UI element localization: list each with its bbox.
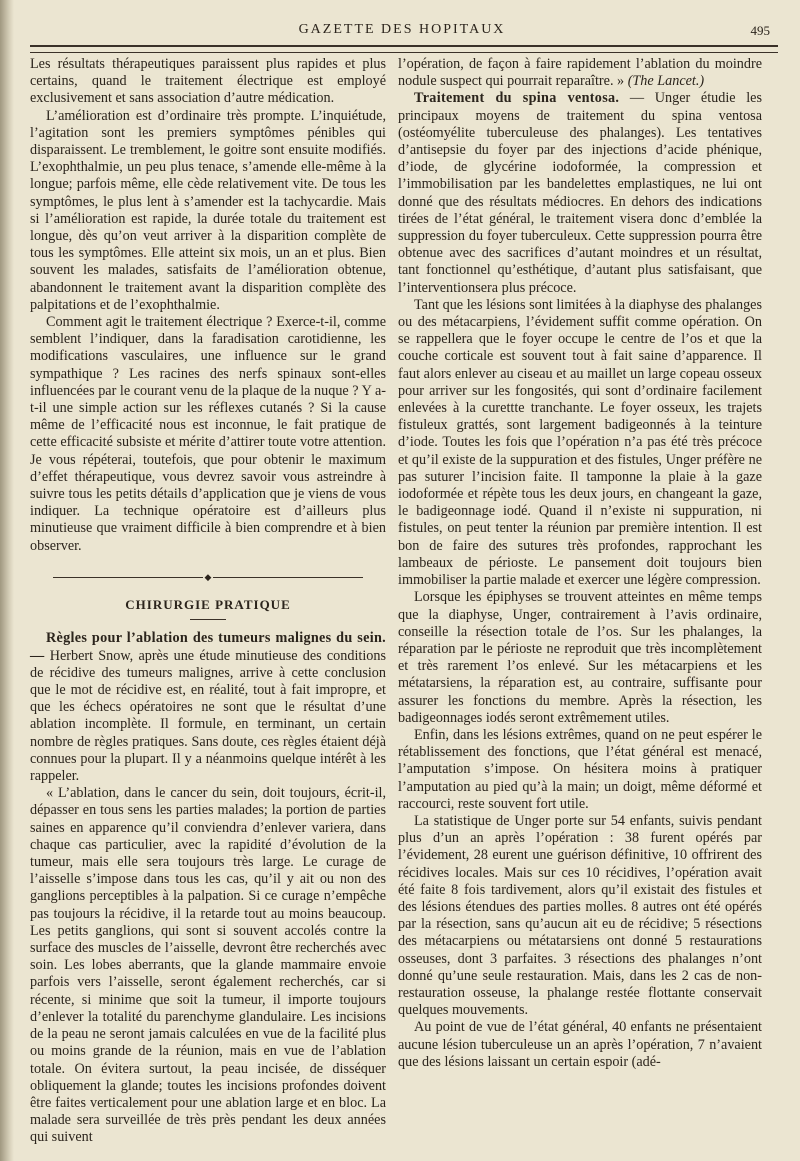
paragraph: Tant que les lésions sont limitées à la diaphyse des phalanges ou des métacarpiens, l’évidement suffit comme opération. On se rappellera que le foyer occupe le centre de l’os et que la couche corticale est souvent tout à fait saine d’apparence. Il faut alors enlever au ciseau et au maillet un large copeau osseux pour arriver sur les fongosités, qui sont d’ordinaire facilement enlevées à la curettte tranchante. Le foyer osseux, les trajets fistuleux grattés, sont largement badigeonnés à la teinture d’iode. Toutes les fois que l’opération n’a pas été très précoce et qu’il existe de la suppuration et des fistules, Unger préfère ne pas suturer l’incision faite. Il tamponne la plaie à la gaze iodoformée et répète tous les deux jours, en changeant la gaze, le badigeonnage iodé. Quand il n’existe ni suppuration, ni fistules, on peut tenter la réunion par première intention. Il est bon de faire des sutures très profondes, rapprochant les lambeaux de périoste. Le pansement doit toujours bien immobiliser la partie malade et exercer une légère compression. bbox=[398, 296, 762, 589]
paragraph: Comment agit le traitement électrique ? Exerce-t-il, comme semblent l’indiquer, dans la faradisation carotidienne, les modifications vasculaires, une influence sur le grand sympathique ? Les racines des nerfs spinaux sont-elles influencées par le courant venu de la plaque de la nuque ? Y a-t-il une simple action sur les réflexes cutanés ? Si la cause même de l’efficacité nous est inconnue, le fait pratique de cette efficacité subsiste et mérite d’attirer toute votre attention. Je vous répéterai, toutefois, que pour obtenir le maximum d’effet thérapeutique, vous devrez savoir vous astreindre à suivre tous les petits détails d’application que je viens de vous indiquer. La technique opératoire est d’ailleurs plus minutieuse que vraiment difficile à bien comprendre et à bien observer. bbox=[30, 314, 386, 554]
section-separator: ◆ bbox=[30, 569, 386, 586]
article-paragraph bbox=[30, 630, 386, 785]
paragraph: Enfin, dans les lésions extrêmes, quand on ne peut espérer le rétablissement des fonctions, que l’état général est menacé, l’amputation s’impose. On hésitera moins à pratiquer l’amputation au pied qu’à la main; un doigt, même déformé et raccourci, reste souvent fort utile. bbox=[398, 726, 762, 812]
quote-paragraph: « L’ablation, dans le cancer du sein, doit toujours, écrit-il, dépasser en tous sens les parties malades; la portion de parties saines en apparence qu’il conviendra d’enlever variera, dans chaque cas particulier, avec la rapidité d’évolution de la tumeur, mais elle sera toujours très large. Le curage de l’aisselle s’impose dans tous les cas, qu’il y ait ou non des ganglions perceptibles à la palpation. Si ce curage n’empêche pas toujours la récidive, il la retarde tout au moins beaucoup. Les petits ganglions, qui sont si souvent accolés contre la surface des muscles de l’aisselle, devront être recherchés avec soin. Les lobes aberrants, que la glande mammaire envoie parfois vers l’aisselle, seront également recherchés, car si récente, si minime que soit la tumeur, il importe toujours d’enlever la totalité du parenchyme glandulaire. Les incisions de la peau ne seront jamais calculées en vue de la facilité plus ou moins grande de la réunion, mais en vue de l’ablation totale. On évitera surtout, la peau incisée, de disséquer obliquement la glande; toutes les incisions profondes doivent être faites verticalement pour une ablation large et en bloc. La malade sera surveillée de très près pendant les deux années qui suivent bbox=[30, 785, 386, 1146]
header-rule-thin bbox=[30, 52, 778, 53]
paragraph: Au point de vue de l’état général, 40 enfants ne présentaient aucune lésion tuberculeuse un an après l’opération, 7 n’avaient que des lésions laissant un certain espoir (adé- bbox=[398, 1019, 762, 1070]
article-heading: Traitement du spina ventosa. bbox=[414, 90, 620, 107]
paragraph-text: l’opération, de façon à faire rapidement l’ablation du moindre nodule suspect qui pourrait reparaître. » bbox=[398, 56, 762, 90]
paragraph: L’amélioration est d’ordinaire très prompte. L’inquiétude, l’agitation sont les premiers symptômes pénibles qui disparaissent. Le tremblement, le goitre sont ensuite modifiés. L’exophthalmie, un peu plus tenace, s’amende elle-même à la longue; parfois même, elle cède relativement vite. De tous les symptômes, le plus lent à s’amender est la tachycardie. Mais si l’amélioration est rapide, la durée totale du traitement est longue, dès qu’on veut arriver à la disparition complète de tous les symptômes. Elle atteint six mois, un an et plus. Bien souvent les malades, satisfaits de l’amélioration obtenue, abandonnent le traitement avant la disparition complète des palpitations et de l’exophthalmie. bbox=[30, 107, 386, 313]
article-paragraph bbox=[398, 90, 762, 296]
title-rule bbox=[190, 619, 226, 620]
binding-shadow bbox=[0, 0, 14, 1161]
paragraph: Lorsque les épiphyses se trouvent atteintes en même temps que la diaphyse, Unger, contrairement à l’avis ordinaire, conseille la résection totale de l’os. Sur les phalanges, la réparation par le périoste ne reproduit que très incomplètement et très rarement l’os enlevé. Sur les métacarpiens et les métatarsiens, la réparation est, au contraire, suffisante pour assurer les fonctions du membre. Après la résection, les badigeonnages iodés seront extrêmement utiles. bbox=[398, 589, 762, 726]
paragraph bbox=[398, 56, 762, 90]
article-text: — Unger étudie les principaux moyens de traitement du spina ventosa (ostéomyélite tuberculeuse des phalanges). Les tentatives d’antisepsie du foyer par des injections d’acide phénique, d’iode, de glycérine iodoformée, la compression et l’immobilisation par les bandelettes emplastiques, ne lui ont donné que des résultats médiocres. En dehors des indications tirées de l’état général, le traitement visera donc d’emblée la suppression du foyer tuberculeux. Cette suppression pourra être obtenue avec des sacrifices d’autant moindres et un résultat, tant fonctionnel qu’esthétique, d’autant plus satisfaisant, que l’interventionsera plus précoce. bbox=[398, 90, 762, 296]
left-column bbox=[30, 56, 386, 1147]
source-citation: (The Lancet.) bbox=[627, 73, 705, 90]
article-text: Herbert Snow, après une étude minutieuse des conditions de récidive des tumeurs malignes, arrive à cette conclusion que le mot de récidive est, en réalité, tout à fait impropre, et que les échecs opératoires ne sont que le résultat d’une ablation incomplète. Il formule, en terminant, un certain nombre de règles pratiques. Sans doute, ces règles étaient déjà connues pour la plupart. Il y a néanmoins quelque intérêt à les rappeler. bbox=[30, 647, 386, 785]
journal-title: GAZETTE DES HOPITAUX bbox=[298, 22, 506, 37]
section-title: CHIRURGIE PRATIQUE bbox=[125, 597, 291, 613]
article-heading: Règles pour l’ablation des tumeurs malignes du sein.— bbox=[30, 630, 386, 664]
page-number: 495 bbox=[750, 23, 770, 38]
paragraph: Les résultats thérapeutiques paraissent plus rapides et plus certains, quand le traitement électrique est employé exclusivement et sans association d’autre médication. bbox=[30, 56, 386, 107]
header-rule-thick bbox=[30, 45, 778, 47]
right-column bbox=[398, 56, 762, 1071]
paragraph: La statistique de Unger porte sur 54 enfants, suivis pendant plus d’un an après l’opération : 38 furent opérés par l’évidement, 28 eurent une guérison définitive, 10 offrirent des récidives locales. Mais sur ces 10 récidives, l’opération avait été faite 8 fois tardivement, alors qu’il existait des fistules et des lésions étendues des parties molles. 8 autres ont été opérés par la résection, sans qu’aucun ait eu de récidive; 5 résections des métacarpiens ou métatarsiens ont donné 5 restaurations osseuses, dont 3 parfaites. 3 résections des phalanges n’ont donné qu’une seule restauration. Mais, dans les 2 cas de non-restauration osseuse, la phalange restée flottante conservait quelques mouvements. bbox=[398, 812, 762, 1019]
page-header bbox=[26, 22, 778, 44]
